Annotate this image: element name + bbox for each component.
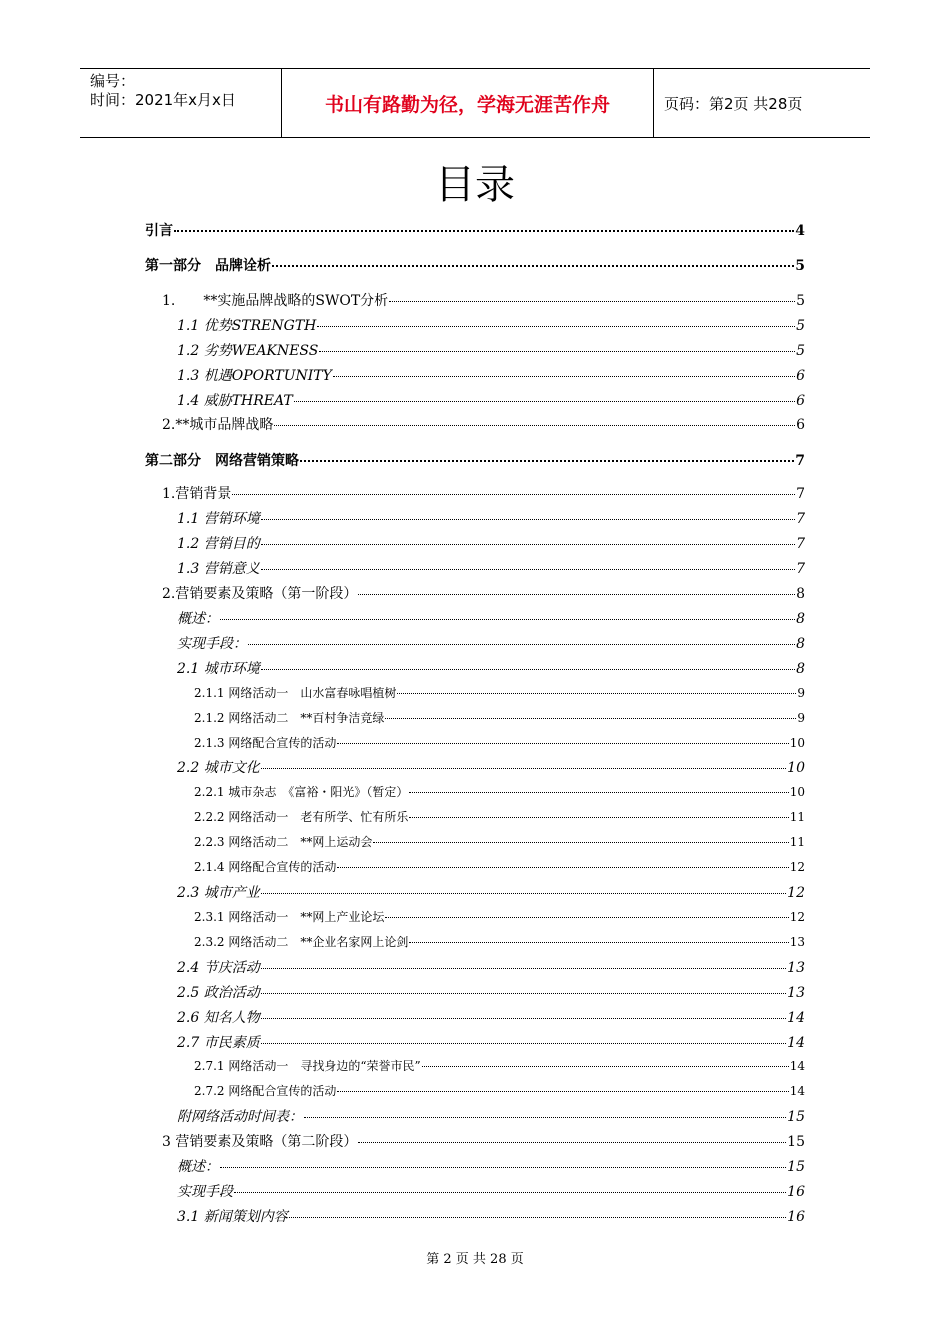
toc-entry-page: 5 <box>796 318 805 334</box>
toc-leader <box>261 544 795 545</box>
toc-entry-title: 1.3 营销意义 <box>177 561 260 577</box>
toc-entry[interactable] <box>177 1007 805 1027</box>
toc-entry-title: 引言 <box>145 223 173 239</box>
toc-leader <box>422 1066 789 1067</box>
toc-entry-title: 1.1 营销环境 <box>177 511 260 527</box>
toc-entry[interactable] <box>177 365 805 385</box>
toc-entry-page: 6 <box>796 368 805 384</box>
toc-leader <box>261 519 795 520</box>
toc-entry-page: 10 <box>787 760 805 776</box>
toc-entry-page: 4 <box>795 223 805 239</box>
toc-entry-title: 2.6 知名人物 <box>177 1010 260 1026</box>
toc-entry-title: 1.2 营销目的 <box>177 536 260 552</box>
toc-entry-page: 11 <box>789 835 805 849</box>
toc-entry[interactable] <box>177 340 805 360</box>
toc-leader <box>385 718 796 719</box>
toc-leader <box>317 326 795 327</box>
toc-entry-page: 7 <box>796 536 805 552</box>
toc-entry-page: 8 <box>796 611 805 627</box>
toc-entry-title: 1.1 优势STRENGTH <box>177 318 317 334</box>
toc-entry-page: 13 <box>787 985 805 1001</box>
toc-entry-page: 12 <box>789 860 805 874</box>
toc-leader <box>261 569 795 570</box>
toc-entry[interactable] <box>177 508 805 528</box>
toc-entry-title: 2.2.1 城市杂志 《富裕・阳光》（暂定） <box>194 785 409 799</box>
toc-leader <box>174 230 794 232</box>
toc-leader <box>272 265 794 267</box>
toc-entry-page: 8 <box>796 636 805 652</box>
toc-entry-page: 12 <box>789 910 805 924</box>
toc-entry-title: 2.**城市品牌战略 <box>162 417 274 433</box>
toc-leader <box>397 693 796 694</box>
toc-entry-page: 5 <box>796 293 805 309</box>
toc-entry-title: 2.1.1 网络活动一 山水富春咏唱植树 <box>194 686 397 700</box>
toc-entry-page: 12 <box>787 885 805 901</box>
toc-entry-title: 2.3.1 网络活动一 **网上产业论坛 <box>194 910 385 924</box>
toc-leader <box>337 867 788 868</box>
toc-entry-page: 7 <box>796 511 805 527</box>
toc-entry[interactable] <box>145 450 805 470</box>
toc-leader <box>358 594 795 595</box>
toc-leader <box>220 1167 786 1168</box>
toc-entry[interactable] <box>177 1106 805 1126</box>
toc-leader <box>261 768 786 769</box>
toc-leader <box>220 619 795 620</box>
toc-leader <box>373 842 788 843</box>
toc-entry[interactable] <box>177 633 805 653</box>
toc-entry-page: 7 <box>796 486 805 502</box>
toc-entry-page: 15 <box>787 1134 805 1150</box>
toc-entry[interactable] <box>145 255 805 275</box>
toc-entry-page: 14 <box>789 1059 805 1073</box>
toc-entry-title: 概述： <box>177 611 219 627</box>
toc-entry-title: 2.1.4 网络配合宣传的活动 <box>194 860 337 874</box>
toc-entry-title: 1.3 机遇OPORTUNITY <box>177 368 332 384</box>
toc-leader <box>409 817 788 818</box>
toc-entry[interactable] <box>162 290 805 310</box>
document-number-label: 编号： <box>90 72 136 90</box>
toc-entry-page: 8 <box>796 661 805 677</box>
toc-entry-page: 15 <box>787 1109 805 1125</box>
toc-entry-title: 1.4 威胁THREAT <box>177 393 293 409</box>
toc-entry-title: 2.4 节庆活动 <box>177 960 260 976</box>
toc-entry-page: 11 <box>789 810 805 824</box>
toc-entry[interactable] <box>194 783 805 800</box>
toc-entry-page: 10 <box>789 785 805 799</box>
toc-entry[interactable] <box>177 658 805 678</box>
toc-entry-title: 1.营销背景 <box>162 486 232 502</box>
toc-entry[interactable] <box>177 608 805 628</box>
toc-leader <box>300 460 794 462</box>
toc-entry[interactable] <box>162 583 805 603</box>
toc-entry[interactable] <box>162 483 805 503</box>
toc-entry[interactable] <box>194 709 805 726</box>
toc-leader <box>389 301 795 302</box>
toc-leader <box>337 1091 788 1092</box>
toc-leader <box>304 1117 786 1118</box>
toc-entry[interactable] <box>194 1057 805 1074</box>
toc-entry-title: 第一部分 品牌诠析 <box>145 258 271 274</box>
toc-entry[interactable] <box>194 684 805 701</box>
toc-leader <box>232 494 795 495</box>
toc-entry-title: 2.2.2 网络活动一 老有所学、忙有所乐 <box>194 810 409 824</box>
toc-entry-title: 1.2 劣势WEAKNESS <box>177 343 319 359</box>
toc-entry[interactable] <box>177 1156 805 1176</box>
toc-entry-page: 6 <box>796 393 805 409</box>
toc-entry[interactable] <box>145 220 805 240</box>
toc-entry[interactable] <box>177 957 805 977</box>
toc-entry-page: 7 <box>795 453 805 469</box>
toc-entry-page: 5 <box>796 343 805 359</box>
toc-leader <box>409 792 788 793</box>
toc-entry-title: 1. **实施品牌战略的SWOT分析 <box>162 293 389 309</box>
toc-entry[interactable] <box>177 1181 805 1201</box>
toc-entry[interactable] <box>194 858 805 875</box>
toc-entry-title: 2.1.2 网络活动二 **百村争洁竞绿 <box>194 711 385 725</box>
header-left-cell <box>80 69 282 137</box>
toc-entry-page: 14 <box>787 1035 805 1051</box>
toc-entry[interactable] <box>177 882 805 902</box>
header-table <box>80 68 870 138</box>
toc-leader <box>333 376 795 377</box>
toc-entry-title: 2.2 城市文化 <box>177 760 260 776</box>
toc-entry[interactable] <box>177 558 805 578</box>
toc-leader <box>261 993 786 994</box>
header-page-info: 页码：第2页 共28页 <box>664 94 803 113</box>
toc-entry-page: 14 <box>789 1084 805 1098</box>
toc-entry-title: 概述： <box>177 1159 219 1175</box>
toc-entry-page: 13 <box>789 935 805 949</box>
toc-leader <box>261 968 786 969</box>
toc-entry[interactable] <box>177 1032 805 1052</box>
document-time-label: 时间：2021年x月x日 <box>90 91 236 109</box>
toc-entry-title: 2.2.3 网络活动二 **网上运动会 <box>194 835 373 849</box>
toc-entry-page: 13 <box>787 960 805 976</box>
toc-leader <box>337 743 788 744</box>
toc-leader <box>274 425 795 426</box>
toc-entry[interactable] <box>194 833 805 850</box>
toc-leader <box>261 1018 786 1019</box>
toc-entry-title: 2.1.3 网络配合宣传的活动 <box>194 736 337 750</box>
toc-entry-title: 2.1 城市环境 <box>177 661 260 677</box>
toc-entry-page: 15 <box>787 1159 805 1175</box>
toc-entry-title: 2.营销要素及策略（第一阶段） <box>162 586 358 602</box>
toc-entry[interactable] <box>194 1082 805 1099</box>
toc-entry-title: 3 营销要素及策略（第二阶段） <box>162 1134 358 1150</box>
header-motto: 书山有路勤为径，学海无涯苦作舟 <box>282 69 654 137</box>
toc-entry-title: 2.3.2 网络活动二 **企业名家网上论剑 <box>194 935 409 949</box>
toc-leader <box>261 893 786 894</box>
toc-entry[interactable] <box>177 533 805 553</box>
toc-entry[interactable] <box>162 1131 805 1151</box>
toc-entry-title: 2.7.1 网络活动一 寻找身边的“荣誉市民” <box>194 1059 421 1073</box>
toc-entry-title: 3.1 新闻策划内容 <box>177 1209 288 1225</box>
toc-entry-title: 第二部分 网络营销策略 <box>145 453 299 469</box>
toc-entry-title: 附网络活动时间表： <box>177 1109 303 1125</box>
toc-entry-page: 10 <box>789 736 805 750</box>
toc-entry-page: 14 <box>787 1010 805 1026</box>
toc-leader <box>409 942 788 943</box>
toc-leader <box>248 644 795 645</box>
toc-entry[interactable] <box>194 808 805 825</box>
toc-leader <box>385 917 788 918</box>
toc-entry-page: 8 <box>796 586 805 602</box>
toc-entry[interactable] <box>194 734 805 751</box>
toc-leader <box>294 401 795 402</box>
toc-entry-title: 实现手段： <box>177 636 247 652</box>
toc-entry-page: 6 <box>796 417 805 433</box>
toc-entry-title: 2.5 政治活动 <box>177 985 260 1001</box>
toc-entry-title: 2.7 市民素质 <box>177 1035 260 1051</box>
toc-entry[interactable] <box>177 757 805 777</box>
toc-leader <box>319 351 795 352</box>
toc-entry[interactable] <box>177 390 805 410</box>
toc-entry-page: 16 <box>787 1209 805 1225</box>
toc-leader <box>261 669 795 670</box>
toc-leader <box>358 1142 786 1143</box>
toc-entry-page: 7 <box>796 561 805 577</box>
toc-leader <box>289 1217 786 1218</box>
toc-entry[interactable] <box>194 933 805 950</box>
toc-entry[interactable] <box>177 1206 805 1226</box>
toc-entry-title: 2.7.2 网络配合宣传的活动 <box>194 1084 337 1098</box>
toc-leader <box>234 1192 786 1193</box>
toc-entry[interactable] <box>177 315 805 335</box>
toc-entry-title: 2.3 城市产业 <box>177 885 260 901</box>
toc-entry-title: 实现手段 <box>177 1184 233 1200</box>
page-title: 目录 <box>435 162 515 208</box>
toc-entry[interactable] <box>177 982 805 1002</box>
page-footer: 第 2 页 共 28 页 <box>426 1252 524 1267</box>
toc-entry[interactable] <box>194 908 805 925</box>
toc-entry-page: 9 <box>797 686 805 700</box>
toc-entry-page: 5 <box>795 258 805 274</box>
toc-entry-page: 16 <box>787 1184 805 1200</box>
toc-entry-page: 9 <box>797 711 805 725</box>
toc-entry[interactable] <box>162 414 805 434</box>
toc-leader <box>261 1043 786 1044</box>
